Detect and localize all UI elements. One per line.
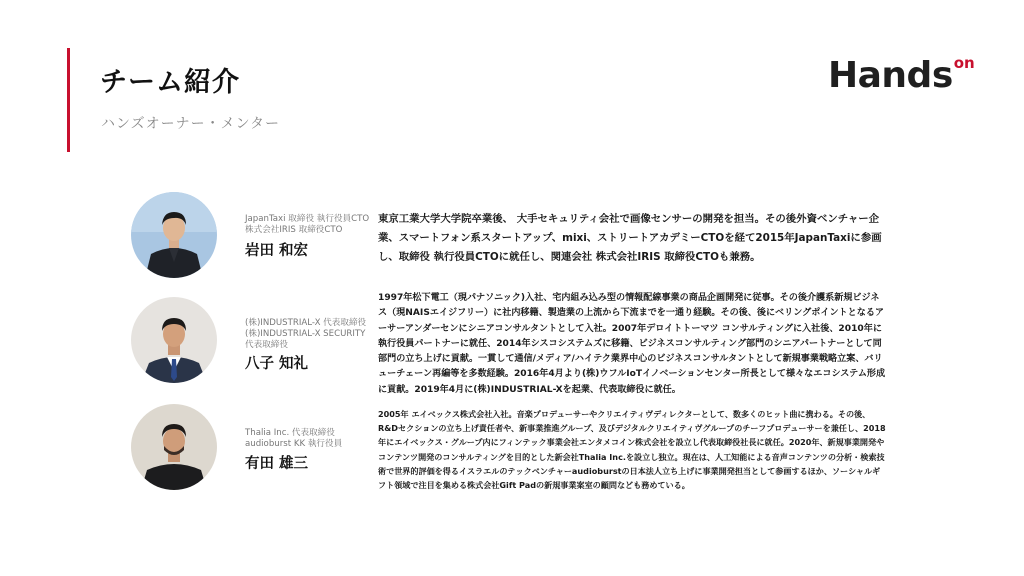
logo-sup-text: on xyxy=(953,54,975,72)
member-bio: 2005年 エイベックス株式会社入社。音楽プロデューサーやクリエイティヴディレクターとして、数多くのヒット曲に携わる。その後、R&Dセクションの立ち上げ責任者や、新事業推進グループ、及びデジタルクリエイティヴグループのチーフプロデューサーを兼任し、2018年にエイベックス・グループ内にフィンテック事業会社エンタメコイン株式会社を設立し代表取締役社長に就任。2020年、新規事業開発やコンテンツ開発のコンサルティングを目的とした新会社Thalia Inc.を設立し独立。現在は、人工知能による音声コンテンツの分析・検索技術で世界的評価を得るイスラエルのテックベンチャーaudioburstの日本法人立ち上げに事業開発担当として参画するほか、ソーシャルギフト領域で注目を集める株式会社Gift Padの新規事業案室の顧問なども務めている。 xyxy=(378,409,886,491)
page-subtitle: ハンズオーナー・メンター xyxy=(101,116,281,132)
member-role-line: (株)INDUSTRIAL-X SECURITY xyxy=(245,329,366,339)
member-role-line: JapanTaxi 取締役 執行役員CTO xyxy=(245,214,370,224)
member-role-line: Thalia Inc. 代表取締役 xyxy=(245,428,335,438)
member-photo-icon xyxy=(131,404,217,490)
member-photo-icon xyxy=(131,192,217,278)
member-name: 岩田 和宏 xyxy=(245,243,309,259)
member-bio: 1997年松下電工（現パナソニック)入社、宅内組み込み型の情報配線事業の商品企画開発に従事。その後介護系新規ビジネス（現NAISエイジフリー）に社内移籍、製造業の上流から下流までを一通り経験。その後、後にベリングポイントとなるアーサーアンダーセンにシニアコンサルタントとして入社。2007年デロイトトーマツ コンサルティングに入社後、2010年に執行役員パートナーに就任、2014年シスコシステムズに移籍、ビジネスコンサルティング部門のシニアパートナーとして同部門の立ち上げに貢献。一貫して通信/メディア/ハイテク業界中心のビジネスコンサルタントとして新規事業戦略立案、バリューチェーン再編等を多数経験。2016年4月より(株)ウフルIoTイノベーションセンター所長として様々なエコシステム形成に貢献。2019年4月に(株)INDUSTRIAL-Xを起業、代表取締役に就任。 xyxy=(378,293,886,395)
member-name: 有田 雄三 xyxy=(245,456,309,472)
member-role xyxy=(245,428,342,450)
member-role-line: (株)INDUSTRIAL-X 代表取締役 xyxy=(245,318,367,328)
member-role xyxy=(245,318,366,351)
member-role-line: audioburst KK 執行役員 xyxy=(245,439,343,449)
member-name: 八子 知礼 xyxy=(245,356,309,372)
member-photo-icon xyxy=(131,297,217,383)
logo-main-text: Hands xyxy=(828,55,953,96)
member-photo-avatar xyxy=(131,297,217,383)
member-photo-avatar xyxy=(131,192,217,278)
member-bio: 東京工業大学大学院卒業後、 大手セキュリティ会社で画像センサーの開発を担当。その後外資ベンチャー企業、スマートフォン系スタートアップ、mixi、ストリートアカデミーCTOを経て2015年JapanTaxiに参画し、取締役 執行役員CTOに就任し、関連会社 株式会社IRIS 取締役CTOも兼務。 xyxy=(378,213,882,263)
member-role-line: 代表取締役 xyxy=(245,340,288,350)
page-title: チーム紹介 xyxy=(100,67,240,98)
member-role xyxy=(245,214,369,236)
hands-on-logo xyxy=(828,54,975,96)
title-accent-bar xyxy=(67,48,70,152)
member-role-line: 株式会社IRIS 取締役CTO xyxy=(245,225,343,235)
member-photo-avatar xyxy=(131,404,217,490)
